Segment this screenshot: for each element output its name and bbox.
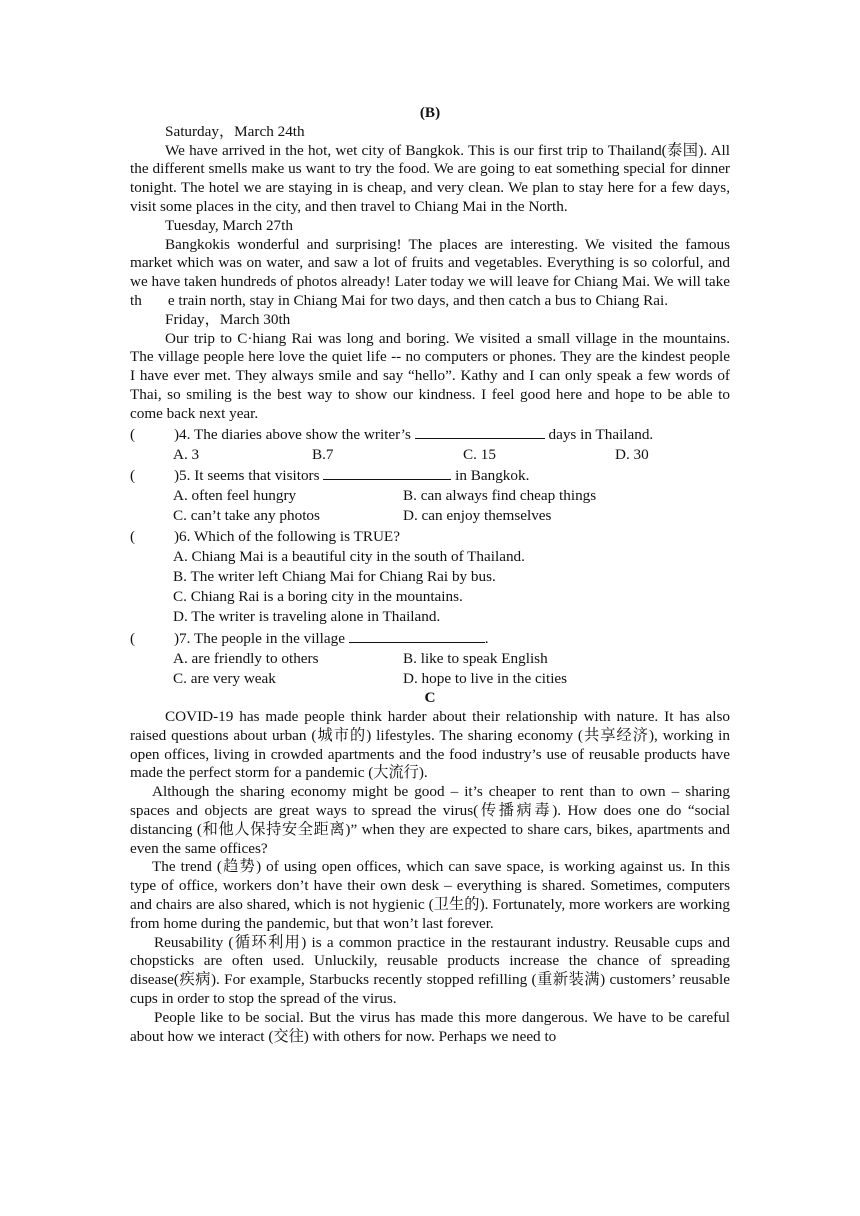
option-b: B. like to speak English xyxy=(403,649,548,667)
answer-paren: ( xyxy=(130,425,136,443)
question-6-options xyxy=(130,547,730,628)
question-stem: )7. The people in the village xyxy=(174,629,345,647)
diary-entry-3: Our trip to C·hiang Rai was long and boring. We visited a small village in the mountains. The village people here love the quiet life -- no computers or phones. They are the kindest people I have ever met. They always smile and say “hello”. Kathy and I can only speak a few words of Thai, so smiling is the best way to show our kindness. I feel good here and hope to be able to come back next year. xyxy=(130,329,730,422)
answer-blank xyxy=(349,628,485,643)
answer-paren: ( xyxy=(130,527,136,545)
answer-blank xyxy=(415,424,545,439)
question-stem-end: . xyxy=(484,629,489,647)
document-page xyxy=(130,104,730,1046)
diary-date-2: Tuesday, March 27th xyxy=(165,216,293,234)
passage-c-paragraph-5: People like to be social. But the virus has made this more dangerous. We have to be careful about how we interact (交往) with others for now. Perhaps we need to xyxy=(130,1008,730,1045)
question-stem: )6. Which of the following is TRUE? xyxy=(174,527,400,545)
option-a: A. are friendly to others xyxy=(173,649,319,667)
question-stem: )5. It seems that visitors xyxy=(174,466,320,484)
option-b: B.7 xyxy=(312,445,334,463)
diary-date-1: Saturday，March 24th xyxy=(165,122,305,140)
question-stem: )4. The diaries above show the writer’s xyxy=(174,425,411,443)
option-c: C. can’t take any photos xyxy=(173,507,320,525)
answer-blank xyxy=(323,465,451,480)
question-4-options xyxy=(130,445,730,465)
question-stem-end: days in Thailand. xyxy=(548,425,654,443)
passage-c-paragraph-3: The trend (趋势) of using open offices, which can save space, is working against us. In this type of office, workers don’t have their own desk – everything is shared. Sometimes, computers and chairs are also shared, which is not hygienic (卫生的). Fortunately, more workers are working from home during the pandemic, but that won’t last forever. xyxy=(130,858,730,932)
question-7 xyxy=(130,628,730,649)
question-6 xyxy=(130,527,730,547)
diary-entry-2-part-a: Bangkokis wonderful and surprising! The places are interesting. We visited the famous market which was on water, and saw a lot of fruits and vegetables. Everything is so colorful, and we have taken hundreds of photos already! Later today we will leave for Chiang Mai. We will take th xyxy=(130,235,730,309)
passage-c-paragraph-4: Reusability (循环利用) is a common practice in the restaurant industry. Reusable cups and chopsticks are often used. Unluckily, reusable products increase the chance of spreading disease(疾病). For example, Starbucks recently stopped refilling (重新装满) customers’ reusable cups in order to stop the spread of the virus. xyxy=(130,933,730,1007)
passage-c-paragraph-2: Although the sharing economy might be good – it’s cheaper to rent than to own – sharing spaces and objects are great ways to spread the virus(传播病毒). How does one do “social distancing (和他人保持安全距离)” when they are expected to share cars, bikes, apartments and even the same offices? xyxy=(130,783,730,857)
option-d: D. The writer is traveling alone in Thailand. xyxy=(173,608,441,626)
option-d: D. 30 xyxy=(615,445,649,463)
diary-entry-2-part-b: e train north, stay in Chiang Mai for two days, and then catch a bus to Chiang Rai. xyxy=(167,291,669,309)
option-c: C. Chiang Rai is a boring city in the mountains. xyxy=(173,588,463,606)
option-d: D. hope to live in the cities xyxy=(403,669,568,687)
option-a: A. often feel hungry xyxy=(173,487,297,505)
question-5-options xyxy=(130,486,730,526)
section-c-title: C xyxy=(424,689,436,707)
diary-date-3: Friday，March 30th xyxy=(165,310,291,328)
question-7-options xyxy=(130,649,730,689)
option-a: A. Chiang Mai is a beautiful city in the south of Thailand. xyxy=(173,547,525,565)
option-b: B. can always find cheap things xyxy=(403,487,597,505)
question-4 xyxy=(130,424,730,445)
diary-entry-2 xyxy=(130,236,730,311)
option-d: D. can enjoy themselves xyxy=(403,507,552,525)
question-stem-end: in Bangkok. xyxy=(455,466,530,484)
diary-entry-1: We have arrived in the hot, wet city of Bangkok. This is our first trip to Thailand(泰国). All the different smells make us want to try the food. We are going to eat something special for dinner tonight. The hotel we are staying in is cheap, and very clean. We plan to stay here for a few days, visit some places in the city, and then travel to Chiang Mai in the North. xyxy=(130,141,730,215)
question-5 xyxy=(130,465,730,486)
option-b: B. The writer left Chiang Mai for Chiang Rai by bus. xyxy=(173,567,496,585)
option-c: C. are very weak xyxy=(173,669,276,687)
option-c: C. 15 xyxy=(463,445,496,463)
section-b-title: (B) xyxy=(419,104,441,121)
option-a: A. 3 xyxy=(173,445,200,463)
passage-c-paragraph-1: COVID-19 has made people think harder about their relationship with nature. It has also raised questions about urban (城市的) lifestyles. The sharing economy (共享经济), working in open offices, living in crowded apartments and the food industry’s use of reusable products have made the perfect storm for a pandemic (大流行). xyxy=(130,707,730,782)
answer-paren: ( xyxy=(130,629,136,647)
answer-paren: ( xyxy=(130,466,136,484)
